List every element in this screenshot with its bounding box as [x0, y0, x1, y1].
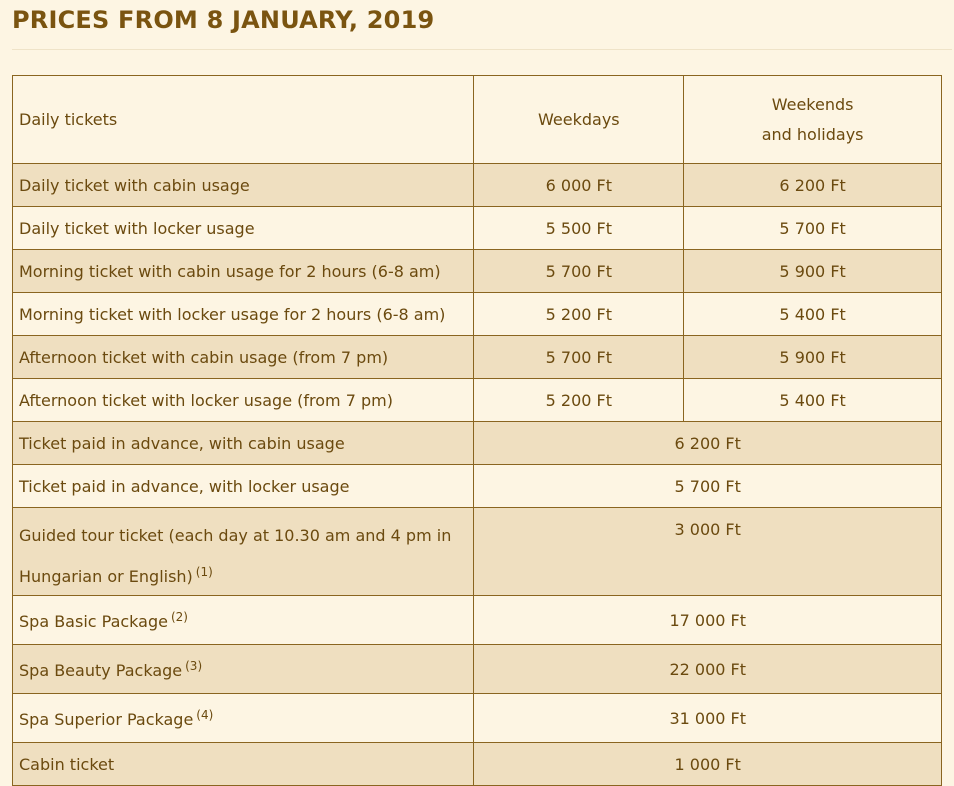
- row-label: Guided tour ticket (each day at 10.30 am and 4 pm in Hungarian or English): [19, 526, 452, 586]
- table-row: [13, 422, 942, 465]
- weekends-price: 5 900 Ft: [684, 250, 942, 293]
- table-row: [13, 336, 942, 379]
- weekends-price: 5 400 Ft: [684, 379, 942, 422]
- price-table: [12, 75, 942, 786]
- table-row: [13, 250, 942, 293]
- row-label: Morning ticket with cabin usage for 2 hours (6-8 am): [13, 250, 474, 293]
- row-label-cell: [13, 694, 474, 743]
- table-row: [13, 694, 942, 743]
- weekdays-price: 6 000 Ft: [474, 164, 684, 207]
- footnote-ref: (3): [185, 658, 203, 673]
- weekends-price: 5 700 Ft: [684, 207, 942, 250]
- row-label: Ticket paid in advance, with cabin usage: [13, 422, 474, 465]
- row-label: Afternoon ticket with cabin usage (from 7 pm): [13, 336, 474, 379]
- footnote-ref: (1): [195, 565, 213, 579]
- header-weekends-line1: Weekends: [771, 94, 854, 114]
- price: 5 700 Ft: [474, 465, 942, 508]
- table-row: [13, 293, 942, 336]
- row-label: Morning ticket with locker usage for 2 hours (6-8 am): [13, 293, 474, 336]
- weekends-price: 6 200 Ft: [684, 164, 942, 207]
- header-weekdays: Weekdays: [474, 76, 684, 164]
- weekdays-price: 5 700 Ft: [474, 336, 684, 379]
- weekdays-price: 5 200 Ft: [474, 379, 684, 422]
- table-row: [13, 465, 942, 508]
- row-label: Spa Beauty Package: [19, 660, 183, 680]
- row-label: Afternoon ticket with locker usage (from 7 pm): [13, 379, 474, 422]
- table-row: [13, 596, 942, 645]
- table-row: [13, 743, 942, 786]
- price: 31 000 Ft: [474, 694, 942, 743]
- weekends-price: 5 400 Ft: [684, 293, 942, 336]
- header-weekends: [684, 76, 942, 164]
- price: 1 000 Ft: [474, 743, 942, 786]
- table-row: [13, 164, 942, 207]
- row-label: Spa Basic Package: [19, 611, 168, 631]
- row-label: Daily ticket with cabin usage: [13, 164, 474, 207]
- price: 17 000 Ft: [474, 596, 942, 645]
- row-label-cell: [13, 596, 474, 645]
- weekdays-price: 5 200 Ft: [474, 293, 684, 336]
- table-row: [13, 645, 942, 694]
- weekends-price: 5 900 Ft: [684, 336, 942, 379]
- price: 6 200 Ft: [474, 422, 942, 465]
- row-label: Daily ticket with locker usage: [13, 207, 474, 250]
- row-label-cell: [13, 508, 474, 596]
- row-label: Cabin ticket: [13, 743, 474, 786]
- row-label: Ticket paid in advance, with locker usage: [13, 465, 474, 508]
- table-row: [13, 207, 942, 250]
- row-label-cell: [13, 645, 474, 694]
- weekdays-price: 5 700 Ft: [474, 250, 684, 293]
- table-row: [13, 508, 942, 596]
- footnote-ref: (4): [196, 707, 214, 722]
- table-header-row: [13, 76, 942, 164]
- weekdays-price: 5 500 Ft: [474, 207, 684, 250]
- header-weekends-line2: and holidays: [761, 124, 864, 144]
- header-daily-tickets: Daily tickets: [13, 76, 474, 164]
- title-divider: [12, 49, 952, 50]
- table-row: [13, 379, 942, 422]
- footnote-ref: (2): [170, 609, 188, 624]
- price: 3 000 Ft: [474, 508, 942, 596]
- price: 22 000 Ft: [474, 645, 942, 694]
- page-title: PRICES FROM 8 JANUARY, 2019: [12, 6, 435, 34]
- row-label: Spa Superior Package: [19, 709, 194, 729]
